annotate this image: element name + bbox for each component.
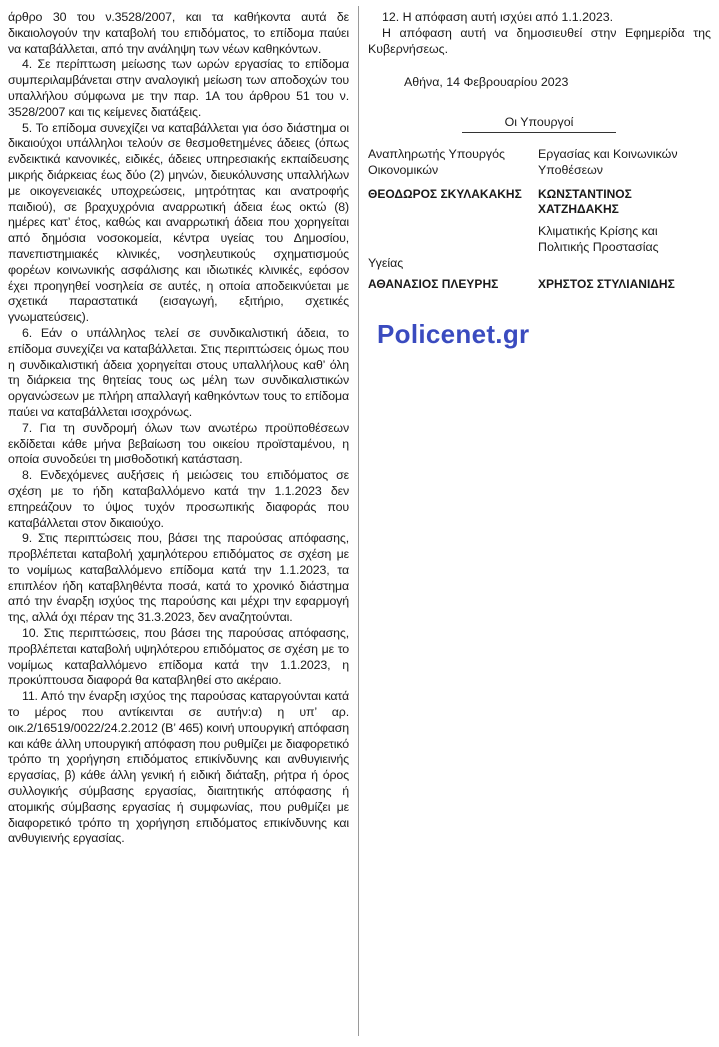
paragraph-5: 5. Το επίδομα συνεχίζει να καταβάλλεται για όσο διάστημα οι δικαιούχοι υπάλληλοι τελούν σε θεσμοθετημένες άδειες (όπως ενδεικτικά κανονικές, ειδικές, άδειες υπηρεσιακής εκπαίδευσης μικρής διάρκειας έως δύο (2) μηνών, διευκόλυνσης υπαλλήλων με οικογενειακές υποχρεώσεις, μητρότητας και ανατροφής παιδιού), σε βραχυχρόνια αναρρωτική άδεια έως οκτώ (8) ημέρες κατ’ έτος, καθώς και αναρρωτική άδεια που χορηγείται από δημόσια νοσοκομεία, κέντρα υγείας του Δημοσίου, πανεπιστημιακές κλινικές, νοσηλευτικούς σχηματισμούς φορέων κοινωνικής ασφάλισης και ιδιωτικές κλινικές, εφόσον έχει προηγηθεί νοσηλεία σε αυτές, η οποία αποδεικνύεται με σχετικά παραστατικά (εισαγωγή, εξιτήριο, σχετικές γνωματεύσεις). xyxy=(8,120,349,325)
paragraph-continuation: άρθρο 30 του ν.3528/2007, και τα καθήκοντα αυτά δε δικαιολογούν την καταβολή του επιδόματος, το επίδομα παύει να καταβάλλεται, από την ανάληψη των νέων καθηκόντων. xyxy=(8,10,349,56)
ministers-heading: Οι Υπουργοί xyxy=(462,115,616,133)
minister-title: Εργασίας και Κοινωνικών Υποθέσεων xyxy=(538,146,678,177)
paragraph-9: 9. Στις περιπτώσεις που, βάσει της παρούσας απόφασης, προβλέπεται καταβολή χαμηλότερου επιδόματος σε σχέση με το νομίμως καταβαλλόμενο επίδομα κατά την 1.1.2023, τα επιπλέον ήδη καταβληθέντα ποσά, κατά το χρονικό διάστημα από την έναρξη ισχύος της παρούσης και μέχρι την εφαρμογή της, αλλά όχι πέραν της 31.3.2023, δεν αναζητούνται. xyxy=(8,531,349,625)
minister-name: ΘΕΟΔΩΡΟΣ ΣΚΥΛΑΚΑΚΗΣ xyxy=(368,186,522,201)
minister-name: ΑΘΑΝΑΣΙΟΣ ΠΛΕΥΡΗΣ xyxy=(368,276,499,291)
minister-title: Κλιματικής Κρίσης και Πολιτικής Προστασίας xyxy=(538,224,659,254)
site-watermark: Policenet.gr xyxy=(377,319,530,349)
paragraph-11: 11. Από την έναρξη ισχύος της παρούσας καταργούνται κατά το μέρος που αντίκεινται σε αυτήν:α) η υπ’ αρ. οικ.2/16519/0022/24.2.2012 (Β’ 465) κοινή υπουργική απόφαση και κάθε άλλη υπουργική απόφαση που ρυθμίζει με διαφορετικό τρόπο τη χορήγηση επιδόματος επικίνδυνης και ανθυγιεινής εργασίας, β) κάθε άλλη γενική ή ειδική διάταξη, ρήτρα ή όρος συλλογικής σύμβασης εργασίας, διαιτητικής απόφασης ή ατομικής σύμβασης εργασίας ή συμφωνίας, που ρυθμίζει με διαφορετικό τρόπο τη χορήγηση επιδόματος επικίνδυνης και ανθυγιεινής εργασίας. xyxy=(8,689,349,846)
right-column xyxy=(368,10,711,293)
minister-name: ΧΡΗΣΤΟΣ ΣΤΥΛΙΑΝΙΔΗΣ xyxy=(538,276,675,291)
paragraph-4: 4. Σε περίπτωση μείωσης των ωρών εργασίας το επίδομα συμπεριλαμβάνεται στην αναλογική μείωση των αποδοχών του υπαλλήλου σύμφωνα με την παρ. 1Α του άρθρου 51 του ν. 3528/2007 και τις κείμενες διατάξεις. xyxy=(8,57,349,119)
minister-name: ΚΩΝΣΤΑΝΤΙΝΟΣ ΧΑΤΖΗΔΑΚΗΣ xyxy=(538,186,632,217)
paragraph-7: 7. Για τη συνδρομή όλων των ανωτέρω προϋποθέσεων εκδίδεται κάθε μήνα βεβαίωση του οικείου προϊσταμένου, η οποία συνοδεύει τη μισθοδοτική κατάσταση. xyxy=(8,420,349,467)
paragraph-8: 8. Ενδεχόμενες αυξήσεις ή μειώσεις του επιδόματος σε σχέση με το ήδη καταβαλλόμενο κατά την 1.1.2023 δεν επηρεάζουν το ύψος τυχόν προσωπικής διαφοράς που καταβάλλεται στον δικαιούχο. xyxy=(8,468,349,530)
paragraph-6: 6. Εάν ο υπάλληλος τελεί σε συνδικαλιστική άδεια, το επίδομα συνεχίζει να καταβάλλεται. Στις περιπτώσεις όμως που η συνδικαλιστική άδεια χορηγείται στους υπαλλήλους καθ’ όλη τη διάρκεια της θητείας τους ως μέλη των συνδικαλιστικών οργανώσεων με πλήρη απαλλαγή καθηκόντων τους το επίδομα παύει να καταβάλλεται ισοχρόνως. xyxy=(8,325,349,419)
minister-title: Αναπληρωτής Υπουργός Οικονομικών xyxy=(368,146,505,177)
signing-date: Αθήνα, 14 Φεβρουαρίου 2023 xyxy=(404,75,569,90)
left-column xyxy=(8,10,349,847)
minister-title: Υγείας xyxy=(368,256,404,271)
column-divider xyxy=(358,6,359,1036)
publish-order: Η απόφαση αυτή να δημοσιευθεί στην Εφημερίδα της Κυβερνήσεως. xyxy=(368,25,711,56)
paragraph-10: 10. Στις περιπτώσεις, που βάσει της παρούσας απόφασης, προβλέπεται καταβολή υψηλότερου επιδόματος σε σχέση με το νομίμως καταβαλλόμενο επίδομα κατά την 1.1.2023, η προκύπτουσα διαφορά θα καταβληθεί στο ακέραιο. xyxy=(8,626,349,688)
ministers-signatures xyxy=(368,147,711,293)
paragraph-12: 12. Η απόφαση αυτή ισχύει από 1.1.2023. xyxy=(382,10,614,24)
